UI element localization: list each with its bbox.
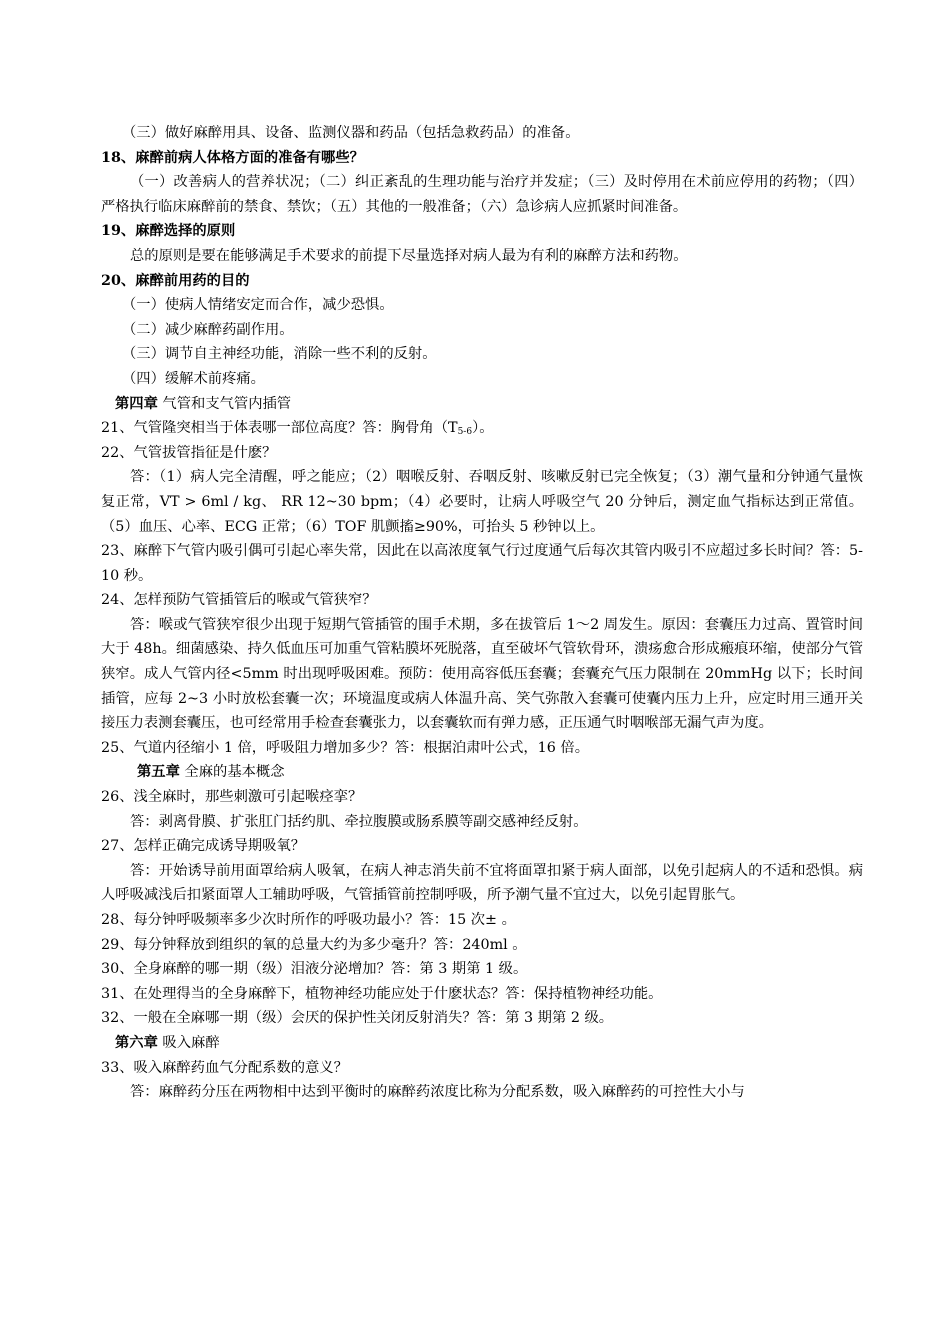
question-33: 33、吸入麻醉药血气分配系数的意义？ xyxy=(101,1059,348,1076)
answer-24: 答：喉或气管狭窄很少出现于短期气管插管的围手术期，多在拔管后 1～2 周发生。原因：套囊压力过高、置管时间大于 48h。细菌感染、持久低血压可加重气管粘膜坏死脱落，直至破坏气管软骨环，溃疡愈合形成瘢痕环缩，使部分气管狭窄。成人气管内径<5mm 时出现呼吸困难。预防：使用高容低压套囊；套囊充气压力限制在 20mmHg 以下；长时间插管，应每 2~3 小时放松套囊一次；环境温度或病人体温升高、笑气弥散入套囊可使囊内压力上升，应定时用三通开关接压力表测套囊压，也可经常用手检查套囊张力，以套囊软而有弹力感，正压通气时咽喉部无漏气声为度。 xyxy=(101,616,863,732)
prep-item-3: （三）做好麻醉用具、设备、监测仪器和药品（包括急救药品）的准备。 xyxy=(122,125,580,141)
chapter-number: 第四章 xyxy=(115,395,158,412)
question-28: 28、每分钟呼吸频率多少次时所作的呼吸功最小？答：15 次± 。 xyxy=(101,912,516,928)
question-20: 20、麻醉前用药的目的 xyxy=(101,272,250,289)
question-21-text: 21、气管隆突相当于体表哪一部位高度？答：胸骨角（T xyxy=(101,420,458,437)
chapter-5-heading xyxy=(101,760,863,785)
question-26: 26、浅全麻时，那些刺激可引起喉痉挛？ xyxy=(101,789,363,806)
answer-20-item-3: （三）调节自主神经功能，消除一些不利的反射。 xyxy=(122,346,437,363)
answer-33: 答：麻醉药分压在两物相中达到平衡时的麻醉药浓度比称为分配系数，吸入麻醉药的可控性大小与 xyxy=(130,1084,745,1101)
chapter-number: 第六章 xyxy=(115,1034,158,1051)
question-21-end: ）。 xyxy=(472,420,494,437)
answer-20-item-1: （一）使病人情绪安定而合作，减少恐惧。 xyxy=(122,297,394,314)
answer-20-item-4: （四）缓解术前疼痛。 xyxy=(122,370,265,387)
question-23: 23、麻醉下气管内吸引偶可引起心率失常，因此在以高浓度氧气行过度通气后每次其管内吸引不应超过多长时间？答：5-10 秒。 xyxy=(101,543,863,584)
answer-20-item-2: （二）减少麻醉药副作用。 xyxy=(122,321,294,338)
question-24: 24、怎样预防气管插管后的喉或气管狭窄？ xyxy=(101,592,377,609)
question-31: 31、在处理得当的全身麻醉下，植物神经功能应处于什麽状态？答：保持植物神经功能。 xyxy=(101,985,663,1002)
chapter-number: 第五章 xyxy=(137,764,180,781)
answer-26: 答：剥离骨膜、扩张肛门括约肌、牵拉腹膜或肠系膜等副交感神经反射。 xyxy=(130,813,588,830)
question-21 xyxy=(101,416,863,441)
question-32: 32、一般在全麻哪一期（级）会厌的保护性关闭反射消失？答：第 3 期第 2 级。 xyxy=(101,1010,614,1027)
subscript: 5-6 xyxy=(457,427,473,438)
chapter-title: 气管和支气管内插管 xyxy=(157,395,292,412)
answer-19: 总的原则是要在能够满足手术要求的前提下尽量选择对病人最为有利的麻醉方法和药物。 xyxy=(130,247,688,264)
chapter-title: 全麻的基本概念 xyxy=(179,764,285,781)
chapter-6-heading xyxy=(101,1031,863,1056)
answer-22: 答：（1）病人完全清醒，呼之能应；（2）咽喉反射、吞咽反射、咳嗽反射已完全恢复；（3）潮气量和分钟通气量恢复正常，VT > 6ml / kg、 RR 12~30 bpm；（4）必要时，让病人呼吸空气 20 分钟后，测定血气指标达到正常值。（5）血压、心率、ECG 正常；（6）TOF 肌颤搐≥90%，可抬头 5 秒钟以上。 xyxy=(101,469,863,535)
answer-27: 答：开始诱导前用面罩给病人吸氧，在病人神志消失前不宜将面罩扣紧于病人面部，以免引起病人的不适和恐惧。病人呼吸减浅后扣紧面罩人工辅助呼吸，气管插管前控制呼吸，所予潮气量不宜过大，以免引起胃胀气。 xyxy=(101,862,863,904)
document-page xyxy=(101,121,863,1105)
question-25: 25、气道内径缩小 1 倍，呼吸阻力增加多少？答：根据泊肃叶公式，16 倍。 xyxy=(101,739,590,756)
question-27: 27、怎样正确完成诱导期吸氧？ xyxy=(101,838,306,855)
question-19: 19、麻醉选择的原则 xyxy=(101,223,236,240)
question-30: 30、全身麻醉的哪一期（级）泪液分泌增加？答：第 3 期第 1 级。 xyxy=(101,961,528,978)
question-29: 29、每分钟释放到组织的氧的总量大约为多少毫升？答：240ml 。 xyxy=(101,936,527,953)
chapter-4-heading xyxy=(101,392,863,417)
answer-18: （一）改善病人的营养状况；（二）纠正紊乱的生理功能与治疗并发症；（三）及时停用在术前应停用的药物；（四）严格执行临床麻醉前的禁食、禁饮；（五）其他的一般准备；（六）急诊病人应抓紧时间准备。 xyxy=(101,174,863,215)
chapter-title: 吸入麻醉 xyxy=(157,1034,220,1051)
question-18: 18、麻醉前病人体格方面的准备有哪些？ xyxy=(101,149,364,166)
question-22: 22、气管拔管指征是什麽？ xyxy=(101,444,277,461)
